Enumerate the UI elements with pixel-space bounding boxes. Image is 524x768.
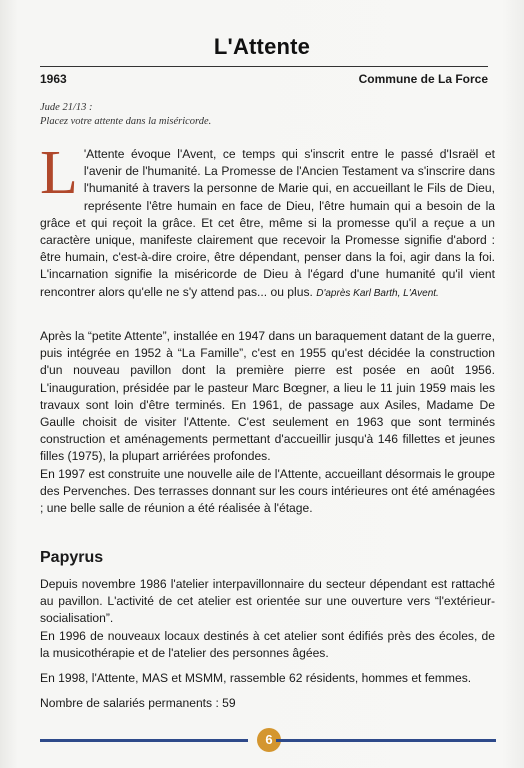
- year-label: 1963: [40, 72, 67, 86]
- footer-rule-right: [276, 739, 496, 742]
- dropcap-letter: L: [40, 139, 78, 207]
- papyrus-paragraph-4: Nombre de salariés permanents : 59: [40, 696, 236, 711]
- epigraph-quote: [40, 101, 340, 129]
- intro-text: 'Attente évoque l'Avent, ce temps qui s'inscrit entre le passé d'Israël et l'avenir de l'humanité. La Promesse de l'Ancien Testament va s'inscrire dans l'humanité à travers la personne de Marie qui, en accueillant le Fils de Dieu, représente l'être humain en face de Dieu, l'être humain qui a besoin de la grâce et qui reçoit la grâce. Et cet être, même si la promesse qu'il a reçue a un caractère unique, manifeste clairement que recevoir la Promesse signifie d'abord : être humain, c'est-à-dire croire, être dépendant, penser dans la foi, agir dans la foi. L'incarnation signifie la miséricorde de Dieu à l'égard d'une humanité qu'il vient rencontrer alors qu'elle ne s'y attend pas... ou plus.: [40, 147, 495, 299]
- intro-credit: D'après Karl Barth, L'Avent.: [316, 287, 439, 299]
- header-row: [40, 66, 488, 86]
- papyrus-paragraph-2: En 1996 de nouveaux locaux destinés à cet atelier sont édifiés près des écoles, de la musicothérapie et de l'atelier des personnes âgées.: [40, 628, 495, 660]
- page-number-badge: 6: [257, 728, 281, 752]
- history-paragraph-2: En 1997 est construite une nouvelle aile de l'Attente, accueillant désormais le groupe des Pervenches. Des terrasses donnant sur les cours intérieures ont été aménagées ; une belle salle de réunion a été réalisée à l'étage.: [40, 466, 495, 516]
- papyrus-paragraph-1: Depuis novembre 1986 l'atelier interpavillonnaire du secteur dépendant est rattaché au pavillon. L'activité de cet atelier est orientée sur une ouverture vers “l'extérieur-socialisation”.: [40, 577, 495, 626]
- paragraph-gap: [40, 662, 495, 670]
- section-heading-papyrus: Papyrus: [40, 549, 104, 566]
- footer-rule-left: [40, 739, 248, 742]
- papyrus-section: [40, 576, 495, 712]
- intro-paragraph: [40, 139, 495, 302]
- quote-text: Placez votre attente dans la miséricorde.: [40, 116, 212, 127]
- history-section: [40, 328, 495, 517]
- papyrus-paragraph-3: En 1998, l'Attente, MAS et MSMM, rassemble 62 résidents, hommes et femmes.: [40, 671, 472, 686]
- page-edge-shadow: [502, 0, 524, 768]
- history-paragraph-1: Après la “petite Attente”, installée en 1947 dans un baraquement datant de la guerre, puis intégrée en 1952 à “La Famille”, c'est en 1955 qu'est décidée la construction d'un nouveau pavillon dont la première pierre est posée en août 1956. L'inauguration, présidée par le pasteur Marc Bœgner, a lieu le 11 juin 1959 mais les travaux sont loin d'être terminés. En 1961, de passage aux Asiles, Madame De Gaulle choisit de visiter l'Attente. C'est seulement en 1963 que sont terminés construction et aménagements permettant d'accueillir jusqu'à 146 fillettes et jeunes filles (1975), la plupart arriérées profondes.: [40, 329, 495, 464]
- quote-reference: Jude 21/13 :: [40, 102, 93, 113]
- page-title: L'Attente: [213, 34, 311, 59]
- commune-label: Commune de La Force: [358, 72, 488, 86]
- paragraph-gap: [40, 687, 495, 695]
